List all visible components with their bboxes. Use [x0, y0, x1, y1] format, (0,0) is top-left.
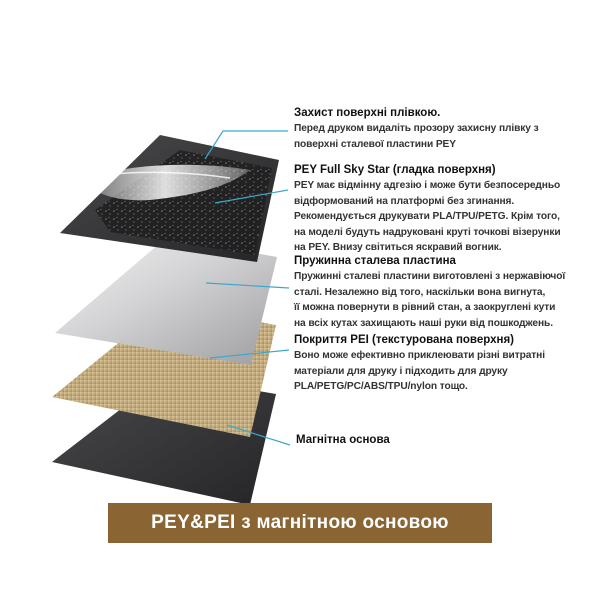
film-protection-block	[294, 106, 584, 152]
pey-sky-star-plate	[60, 135, 279, 262]
film-protection-text: Перед друком видаліть прозору захисну плівку з поверхні сталевої пластини PEY	[294, 123, 539, 150]
spring-steel-text: Пружинні сталеві пластини виготовлені з нержавіючої сталі. Незалежно від того, наскільки вона вигнута, її можна повернути в рівний стан, а заокруглені кути на всіх кутах захищають наші руки від пошкоджень.	[294, 271, 566, 329]
pei-coating-title: Покриття PEI (текстурована поверхня)	[294, 334, 514, 346]
pey-sky-star-title: PEY Full Sky Star (гладка поверхня)	[294, 164, 496, 176]
pey-sky-star-text: PEY має відмінну адгезію і може бути безпосередньо відформований на платформі без згинання. Рекомендується друкувати PLA/TPU/PETG. Крім того, на моделі будуть надруковані круті точкові візерунки на PEY. Внизу світиться яскравий вогник.	[294, 180, 561, 253]
spring-steel-block	[294, 254, 584, 331]
spring-steel-title: Пружинна сталева пластина	[294, 255, 456, 267]
magnetic-base-block	[296, 433, 496, 448]
product-banner: PEY&PEI з магнітною основою	[108, 503, 492, 543]
pei-coating-block	[294, 333, 584, 395]
film-protection-title: Захист поверхні плівкою.	[294, 107, 441, 119]
magnetic-base-title: Магнітна основа	[296, 434, 390, 446]
pei-coating-text: Воно може ефективно приклеювати різні витратні матеріали для друку і підходить для друку PLA/PETG/PC/ABS/TPU/nylon тощо.	[294, 350, 545, 392]
pey-sky-star-block	[294, 163, 584, 256]
